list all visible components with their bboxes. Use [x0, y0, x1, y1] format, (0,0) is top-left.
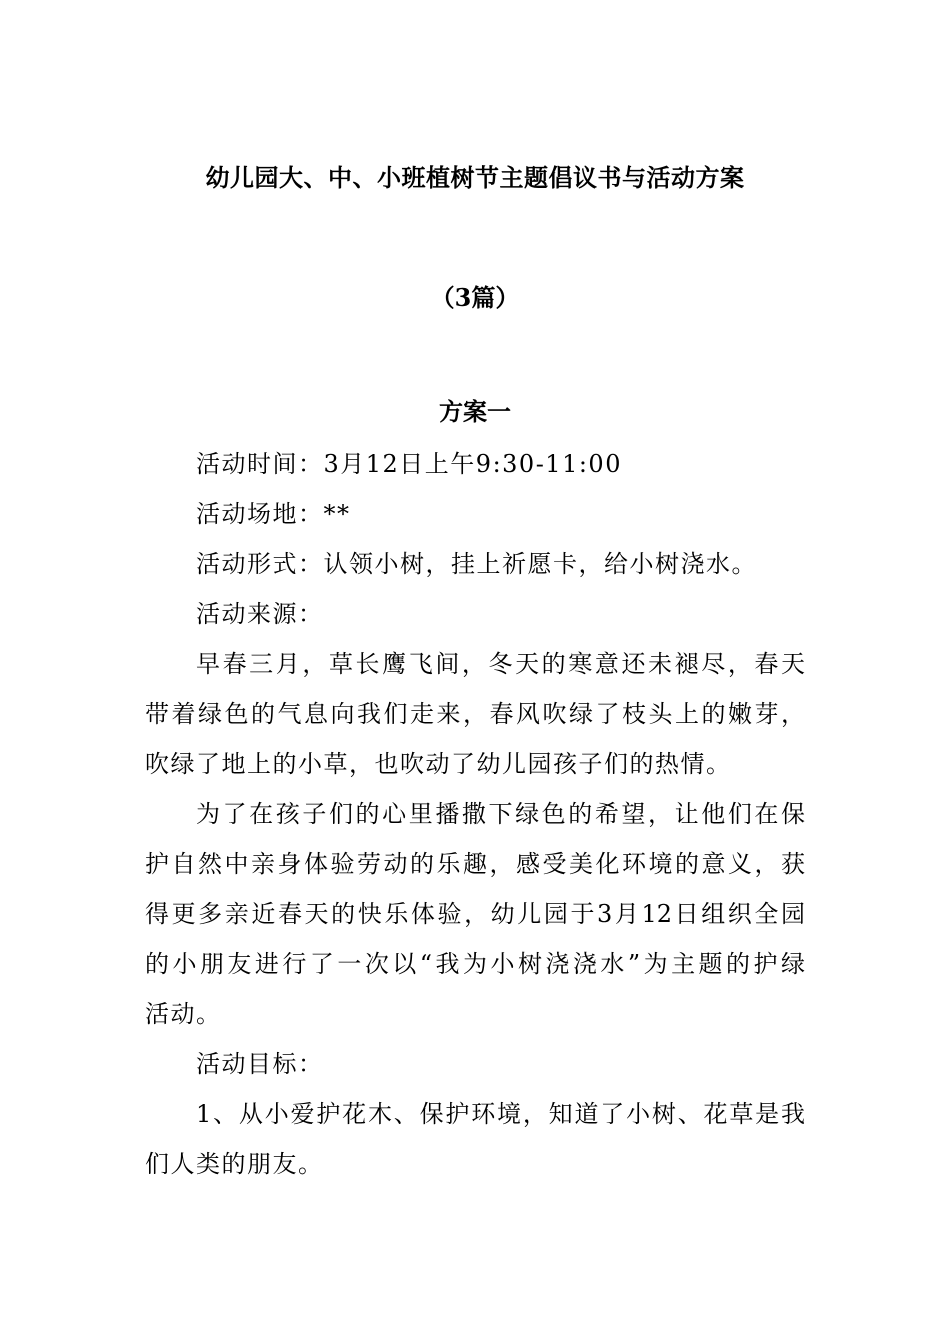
paragraph-line: 活动时间：3月12日上午9:30-11:00 [196, 450, 622, 478]
paragraph-line: 们人类的朋友。 [145, 1150, 324, 1178]
paragraph-line: 活动形式：认领小树，挂上祈愿卡，给小树浇水。 [196, 550, 757, 578]
paragraph-line: 活动来源： [196, 600, 324, 628]
paragraph-line: 早春三月，草长鹰飞间，冬天的寒意还未褪尽，春天 [196, 650, 805, 678]
document-count: （3篇） [430, 283, 520, 312]
paragraph-line: 活动。 [145, 1000, 222, 1028]
paragraph-line: 得更多亲近春天的快乐体验，幼儿园于3月12日组织全园 [145, 900, 805, 928]
paragraph-line: 活动场地：** [196, 500, 351, 528]
section-title: 方案一 [439, 397, 511, 426]
paragraph-line: 带着绿色的气息向我们走来，春风吹绿了枝头上的嫩芽， [145, 700, 805, 728]
paragraph-line: 的小朋友进行了一次以“我为小树浇浇水”为主题的护绿 [145, 950, 805, 978]
paragraph-line: 1、从小爱护花木、保护环境，知道了小树、花草是我 [196, 1100, 805, 1128]
paragraph-line: 为了在孩子们的心里播撒下绿色的希望，让他们在保 [196, 800, 805, 828]
document-title: 幼儿园大、中、小班植树节主题倡议书与活动方案 [205, 163, 745, 192]
paragraph-line: 护自然中亲身体验劳动的乐趣，感受美化环境的意义，获 [145, 850, 805, 878]
paragraph-line: 活动目标： [196, 1050, 324, 1078]
paragraph-line: 吹绿了地上的小草，也吹动了幼儿园孩子们的热情。 [145, 750, 732, 778]
